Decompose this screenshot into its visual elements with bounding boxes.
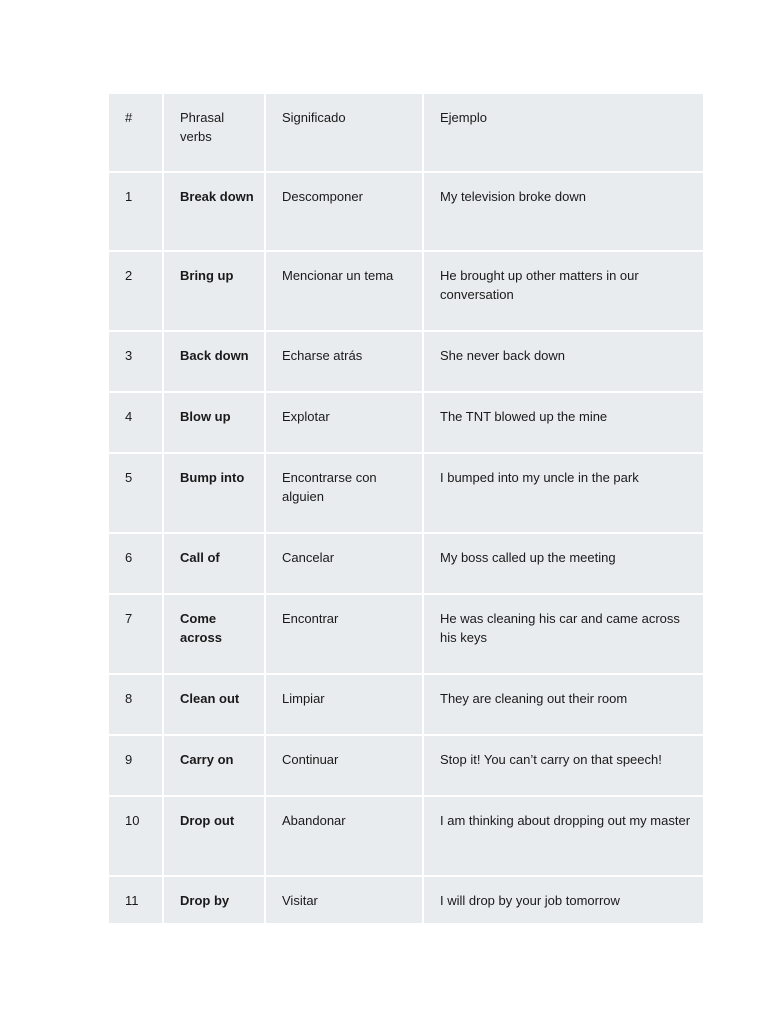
- row-verb: Come across: [163, 594, 265, 674]
- header-num: #: [108, 93, 163, 172]
- row-example: He was cleaning his car and came across his keys: [423, 594, 704, 674]
- row-verb: Clean out: [163, 674, 265, 735]
- table-row: [108, 172, 704, 251]
- row-meaning: Explotar: [265, 392, 423, 453]
- row-example: I bumped into my uncle in the park: [423, 453, 704, 533]
- row-example: Stop it! You can’t carry on that speech!: [423, 735, 704, 796]
- row-example: The TNT blowed up the mine: [423, 392, 704, 453]
- row-verb: Call of: [163, 533, 265, 594]
- row-meaning: Cancelar: [265, 533, 423, 594]
- row-verb: Back down: [163, 331, 265, 392]
- table-row: [108, 453, 704, 533]
- row-num: 8: [108, 674, 163, 735]
- phrasal-verbs-table: [107, 92, 705, 925]
- row-num: 1: [108, 172, 163, 251]
- row-num: 10: [108, 796, 163, 876]
- row-verb: Bump into: [163, 453, 265, 533]
- row-example: They are cleaning out their room: [423, 674, 704, 735]
- row-num: 6: [108, 533, 163, 594]
- row-num: 5: [108, 453, 163, 533]
- table-row: [108, 674, 704, 735]
- row-meaning: Limpiar: [265, 674, 423, 735]
- row-example: My boss called up the meeting: [423, 533, 704, 594]
- header-phrasal-verbs: Phrasal verbs: [163, 93, 265, 172]
- row-verb: Drop by: [163, 876, 265, 924]
- row-meaning: Abandonar: [265, 796, 423, 876]
- table-row: [108, 392, 704, 453]
- row-example: I will drop by your job tomorrow: [423, 876, 704, 924]
- row-num: 3: [108, 331, 163, 392]
- table-row: [108, 796, 704, 876]
- row-meaning: Visitar: [265, 876, 423, 924]
- table-header-row: [108, 93, 704, 172]
- table-row: [108, 533, 704, 594]
- table-row: [108, 331, 704, 392]
- table-row: [108, 251, 704, 331]
- row-num: 4: [108, 392, 163, 453]
- row-num: 7: [108, 594, 163, 674]
- row-meaning: Encontrarse con alguien: [265, 453, 423, 533]
- row-meaning: Descomponer: [265, 172, 423, 251]
- header-significado: Significado: [265, 93, 423, 172]
- row-verb: Carry on: [163, 735, 265, 796]
- row-verb: Bring up: [163, 251, 265, 331]
- header-ejemplo: Ejemplo: [423, 93, 704, 172]
- row-meaning: Encontrar: [265, 594, 423, 674]
- row-num: 9: [108, 735, 163, 796]
- row-verb: Break down: [163, 172, 265, 251]
- row-verb: Blow up: [163, 392, 265, 453]
- row-example: He brought up other matters in our conversation: [423, 251, 704, 331]
- row-example: My television broke down: [423, 172, 704, 251]
- row-verb: Drop out: [163, 796, 265, 876]
- table-row: [108, 594, 704, 674]
- row-num: 2: [108, 251, 163, 331]
- row-example: She never back down: [423, 331, 704, 392]
- row-meaning: Mencionar un tema: [265, 251, 423, 331]
- table-row: [108, 735, 704, 796]
- row-meaning: Echarse atrás: [265, 331, 423, 392]
- row-example: I am thinking about dropping out my master: [423, 796, 704, 876]
- row-meaning: Continuar: [265, 735, 423, 796]
- row-num: 11: [108, 876, 163, 924]
- table-row: [108, 876, 704, 924]
